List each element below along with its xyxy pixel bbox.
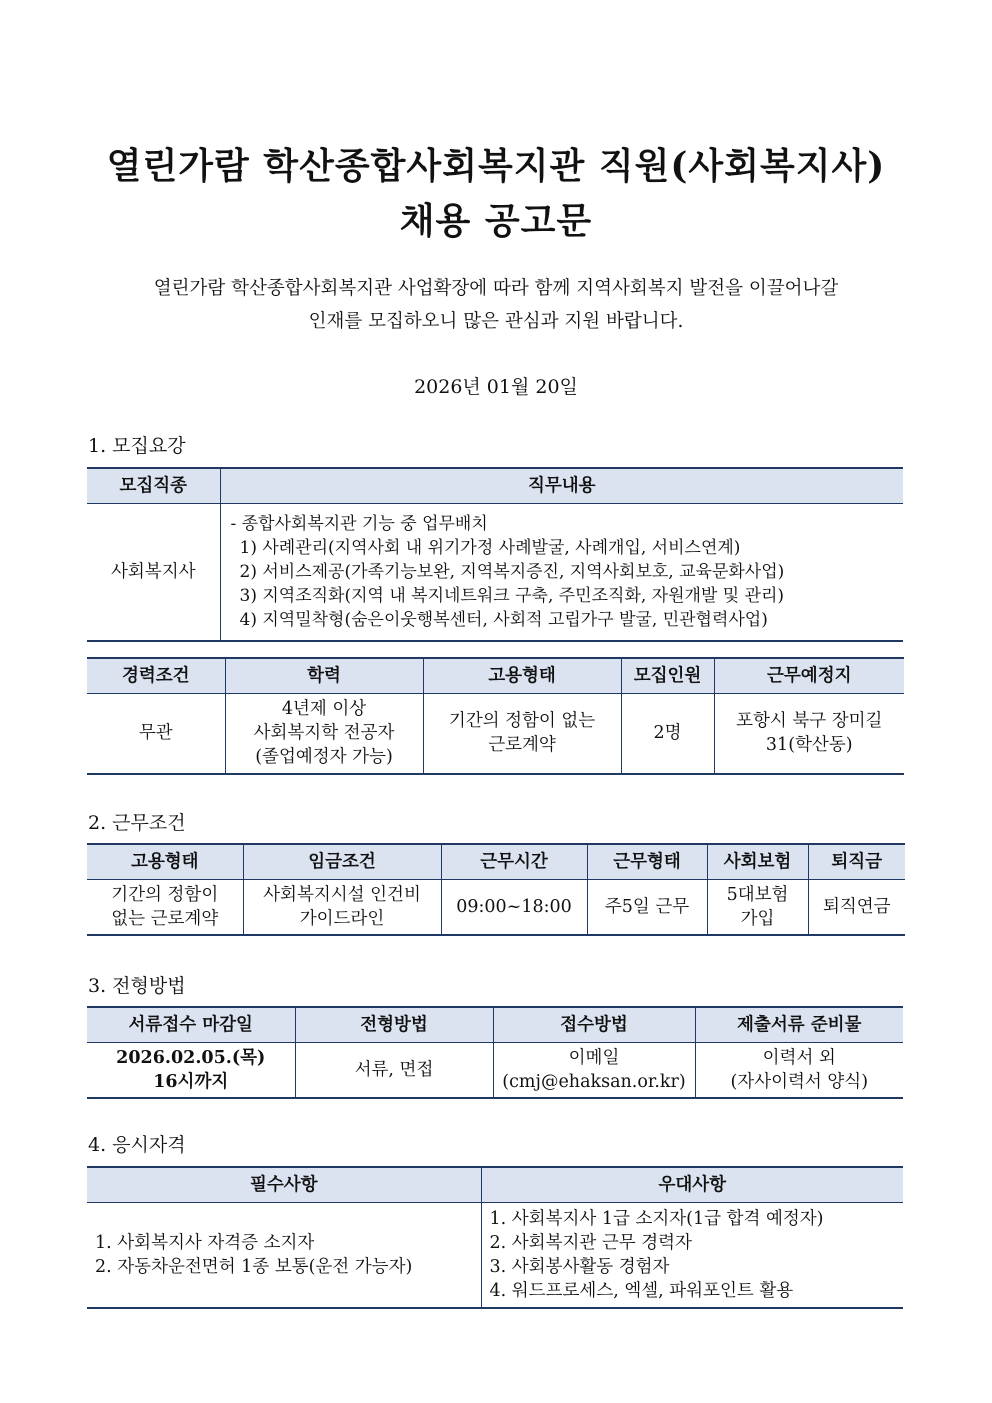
duty-line: 3) 지역조직화(지역 내 복지네트워크 구축, 주민조직화, 자원개발 및 관리) xyxy=(239,585,785,606)
deadline-line: 2026.02.05.(목) xyxy=(116,1047,266,1068)
education-cell xyxy=(225,694,423,774)
duty-line: 4) 지역밀착형(숨은이웃행복센터, 사회적 고립가구 발굴, 민관협력사업) xyxy=(239,609,768,630)
deadline-cell xyxy=(87,1043,295,1098)
employment-line: 기간의 정함이 없는 xyxy=(448,711,596,732)
header-wage: 임금조건 xyxy=(243,844,441,880)
insurance-line: 가입 xyxy=(740,908,775,929)
required-cell xyxy=(87,1203,481,1308)
header-hours: 근무시간 xyxy=(441,844,587,880)
recruit-duty-table xyxy=(87,467,903,642)
wage-line: 사회복지시설 인건비 xyxy=(263,884,421,905)
work-type-cell: 주5일 근무 xyxy=(587,880,707,935)
header-career: 경력조건 xyxy=(87,658,225,694)
wage-line: 가이드라인 xyxy=(299,908,385,929)
header-severance: 퇴직금 xyxy=(808,844,905,880)
preferred-item: 1. 사회복지사 1급 소지자(1급 합격 예정자) xyxy=(489,1208,824,1229)
severance-cell: 퇴직연금 xyxy=(808,880,905,935)
count-cell: 2명 xyxy=(621,694,714,774)
wage-cell xyxy=(243,880,441,935)
documents-line: (자사이력서 양식) xyxy=(730,1071,869,1092)
required-item: 2. 자동차운전면허 1종 보통(운전 가능자) xyxy=(95,1256,413,1277)
header-deadline: 서류접수 마감일 xyxy=(87,1007,295,1043)
career-cell: 무관 xyxy=(87,694,225,774)
intro-line-1: 열린가람 학산종합사회복지관 사업확장에 따라 함께 지역사회복지 발전을 이끌어나갈 xyxy=(153,278,839,299)
header-education: 학력 xyxy=(225,658,423,694)
header-preferred: 우대사항 xyxy=(481,1167,903,1203)
deadline-line: 16시까지 xyxy=(153,1071,229,1092)
announcement-date: 2026년 01월 20일 xyxy=(414,376,578,398)
work-conditions-table xyxy=(87,843,905,936)
education-line: 사회복지학 전공자 xyxy=(253,723,395,744)
preferred-cell xyxy=(481,1203,903,1308)
qualifications-table xyxy=(87,1166,903,1309)
header-insurance: 사회보험 xyxy=(707,844,808,880)
title-line-2: 채용 공고문 xyxy=(399,200,593,242)
education-line: (졸업예정자 가능) xyxy=(255,747,393,768)
header-job-type: 모집직종 xyxy=(87,468,220,504)
header-location: 근무예정지 xyxy=(714,658,904,694)
header-count: 모집인원 xyxy=(621,658,714,694)
section-heading-recruit: 1. 모집요강 xyxy=(88,435,186,457)
employment-type-line: 없는 근로계약 xyxy=(111,908,219,929)
header-employment-type: 고용형태 xyxy=(87,844,243,880)
preferred-item: 3. 사회봉사활동 경험자 xyxy=(489,1256,670,1277)
selection-table xyxy=(87,1006,903,1099)
employment-cell xyxy=(423,694,621,774)
header-method: 전형방법 xyxy=(295,1007,493,1043)
intro-line-2: 인재를 모집하오니 많은 관심과 지원 바랍니다. xyxy=(308,311,684,332)
duty-line: 2) 서비스제공(가족기능보완, 지역복지증진, 지역사회보호, 교육문화사업) xyxy=(239,561,785,582)
location-line: 포항시 북구 장미길 xyxy=(736,711,883,732)
header-work-type: 근무형태 xyxy=(587,844,707,880)
hours-cell: 09:00~18:00 xyxy=(441,880,587,935)
recruit-condition-table xyxy=(87,657,904,775)
submission-email[interactable]: (cmj@ehaksan.or.kr) xyxy=(502,1071,686,1092)
header-duties: 직무내용 xyxy=(220,468,903,504)
location-line: 31(학산동) xyxy=(765,735,853,756)
insurance-cell xyxy=(707,880,808,935)
header-documents: 제출서류 준비물 xyxy=(695,1007,903,1043)
section-heading-conditions: 2. 근무조건 xyxy=(88,812,186,834)
intro-paragraph xyxy=(60,272,932,338)
job-type-cell: 사회복지사 xyxy=(87,504,220,641)
documents-line: 이력서 외 xyxy=(762,1047,836,1068)
documents-cell xyxy=(695,1043,903,1098)
education-line: 4년제 이상 xyxy=(281,699,367,720)
duty-line: 1) 사례관리(지역사회 내 위기가정 사례발굴, 사례개입, 서비스연계) xyxy=(239,537,741,558)
required-item: 1. 사회복지사 자격증 소지자 xyxy=(95,1232,315,1253)
section-heading-qualifications: 4. 응시자격 xyxy=(88,1134,186,1156)
method-cell: 서류, 면접 xyxy=(295,1043,493,1098)
section-heading-selection: 3. 전형방법 xyxy=(88,975,186,997)
preferred-item: 2. 사회복지관 근무 경력자 xyxy=(489,1232,692,1253)
insurance-line: 5대보험 xyxy=(726,884,789,905)
duty-line: - 종합사회복지관 기능 중 업무배치 xyxy=(230,513,488,534)
employment-line: 근로계약 xyxy=(488,735,556,756)
preferred-item: 4. 워드프로세스, 엑셀, 파워포인트 활용 xyxy=(489,1280,794,1301)
title-line-1: 열린가람 학산종합사회복지관 직원(사회복지사) xyxy=(106,145,886,187)
submission-cell xyxy=(493,1043,695,1098)
header-employment: 고용형태 xyxy=(423,658,621,694)
duties-cell xyxy=(220,504,903,641)
header-required: 필수사항 xyxy=(87,1167,481,1203)
submission-line: 이메일 xyxy=(568,1047,620,1068)
location-cell xyxy=(714,694,904,774)
employment-type-line: 기간의 정함이 xyxy=(111,884,219,905)
employment-type-cell xyxy=(87,880,243,935)
header-submission: 접수방법 xyxy=(493,1007,695,1043)
